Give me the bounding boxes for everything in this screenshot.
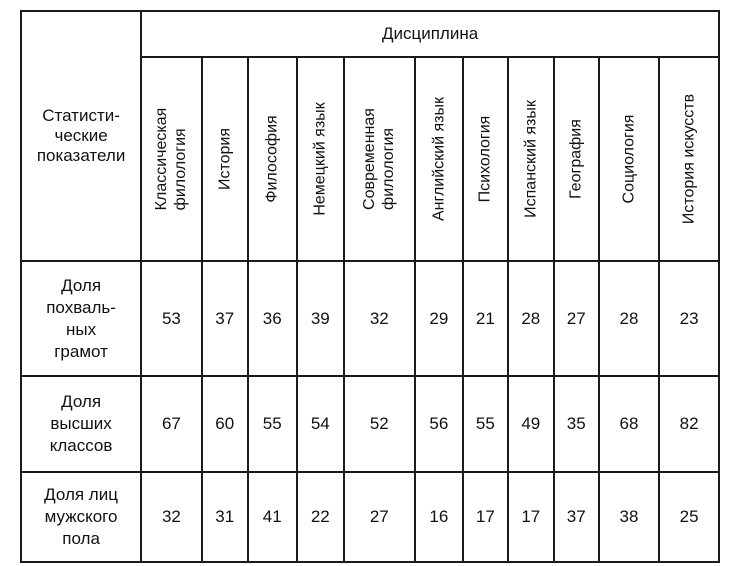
corner-label-line: показатели	[36, 146, 126, 165]
table-row	[21, 261, 719, 376]
table-cell: 27	[344, 472, 415, 562]
column-header-psychology	[463, 57, 508, 261]
column-header-geography	[554, 57, 599, 261]
column-header-classical-philology	[141, 57, 202, 261]
row-label-line: мужского	[44, 507, 118, 526]
table-row	[21, 376, 719, 472]
column-header-english	[415, 57, 463, 261]
column-header-line: Психология	[476, 115, 494, 203]
table-cell: 60	[202, 376, 248, 472]
table-cell: 68	[599, 376, 660, 472]
table-cell: 32	[141, 472, 202, 562]
row-label-line: Доля	[61, 275, 102, 295]
row-label-line: ных	[66, 319, 97, 339]
row-label-top-classes	[21, 376, 141, 472]
corner-header-cell	[21, 11, 141, 261]
column-header-sociology	[599, 57, 660, 261]
table-cell: 28	[508, 261, 554, 376]
table-cell: 21	[463, 261, 508, 376]
table-cell: 22	[297, 472, 344, 562]
statistics-table	[20, 10, 720, 563]
column-header-line: Английский язык	[430, 96, 448, 222]
table-cell: 35	[554, 376, 599, 472]
column-header-line: История искусств	[680, 93, 698, 225]
table-cell: 56	[415, 376, 463, 472]
table-cell: 41	[248, 472, 297, 562]
column-header-line: филология	[380, 127, 398, 210]
table-cell: 36	[248, 261, 297, 376]
corner-label-line: Статисти-	[42, 106, 120, 125]
table-cell: 38	[599, 472, 660, 562]
table-cell: 54	[297, 376, 344, 472]
table-cell: 55	[248, 376, 297, 472]
table-cell: 31	[202, 472, 248, 562]
column-header-line: Современная	[361, 108, 379, 210]
row-label-line: похваль-	[46, 297, 116, 317]
table-cell: 67	[141, 376, 202, 472]
corner-label-line: ческие	[54, 126, 108, 145]
row-label-commendations	[21, 261, 141, 376]
table-cell: 55	[463, 376, 508, 472]
discipline-group-header: Дисциплина	[141, 11, 719, 57]
row-label-male-share	[21, 472, 141, 562]
column-header-line: филология	[172, 128, 190, 211]
table-cell: 17	[463, 472, 508, 562]
table-cell: 82	[659, 376, 719, 472]
table-cell: 49	[508, 376, 554, 472]
column-header-line: Социология	[620, 114, 638, 204]
column-header-line: История	[216, 127, 234, 191]
table-cell: 25	[659, 472, 719, 562]
table-cell: 37	[554, 472, 599, 562]
table-cell: 52	[344, 376, 415, 472]
table-row	[21, 472, 719, 562]
column-header-line: Немецкий язык	[311, 102, 329, 216]
column-header-line: География	[567, 119, 585, 199]
table-cell: 39	[297, 261, 344, 376]
column-header-art-history	[659, 57, 719, 261]
row-label-line: высших	[50, 414, 112, 433]
row-label-line: грамот	[54, 341, 108, 361]
table-cell: 23	[659, 261, 719, 376]
table-cell: 29	[415, 261, 463, 376]
column-header-line: Философия	[263, 115, 281, 203]
column-header-philosophy	[248, 57, 297, 261]
column-header-modern-philology	[344, 57, 415, 261]
table-cell: 17	[508, 472, 554, 562]
table-cell: 27	[554, 261, 599, 376]
row-label-line: Доля лиц	[44, 485, 118, 504]
column-header-line: Испанский язык	[522, 100, 540, 218]
table-cell: 53	[141, 261, 202, 376]
row-label-line: классов	[49, 436, 113, 455]
column-header-spanish	[508, 57, 554, 261]
row-label-line: Доля	[61, 392, 102, 411]
table-cell: 32	[344, 261, 415, 376]
column-header-history	[202, 57, 248, 261]
row-label-line: пола	[62, 529, 100, 548]
table-cell: 16	[415, 472, 463, 562]
column-header-german	[297, 57, 344, 261]
column-header-line: Классическая	[153, 107, 171, 211]
table-cell: 37	[202, 261, 248, 376]
table-cell: 28	[599, 261, 660, 376]
